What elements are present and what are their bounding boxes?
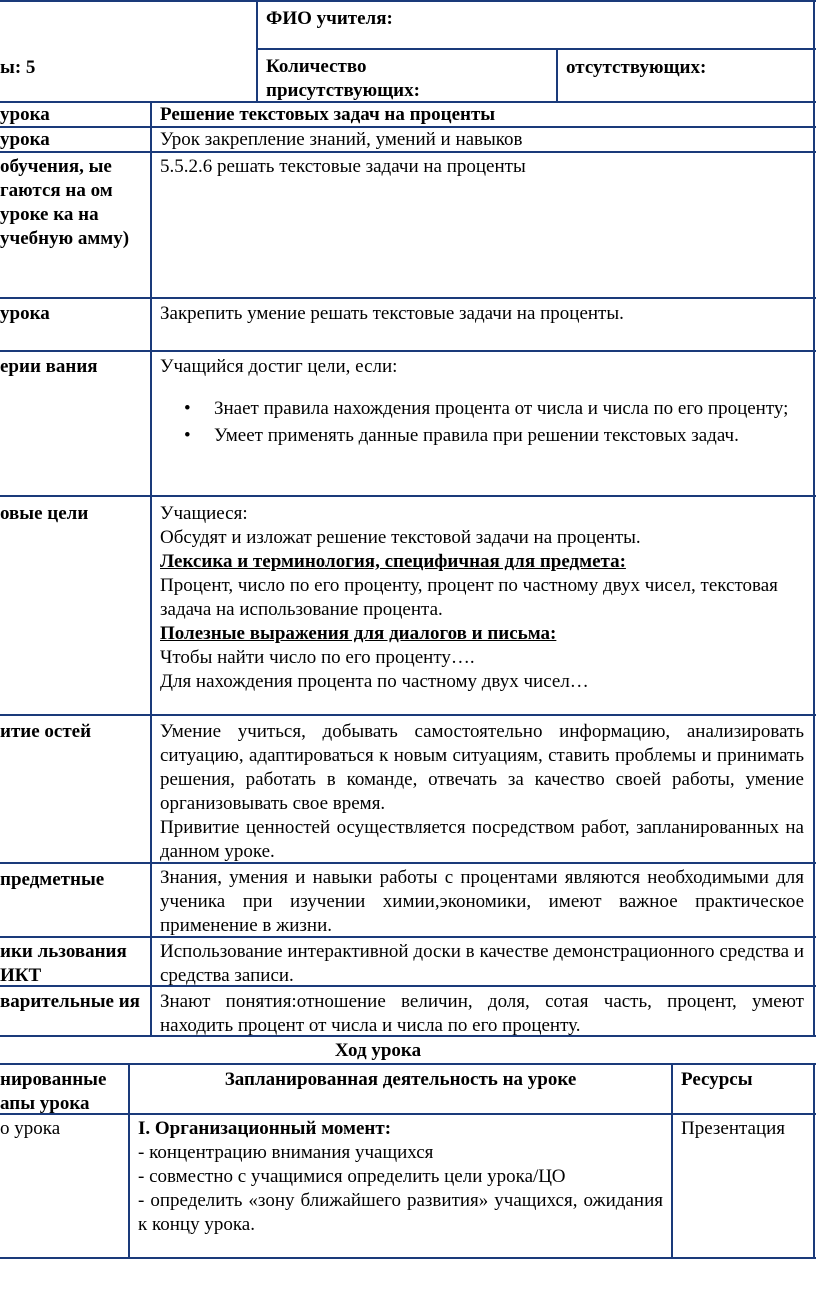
resource-cell: Презентация [681,1118,786,1139]
table-border [0,297,816,299]
row-label: овые цели [0,503,89,524]
table-border [0,1063,816,1065]
table-border [813,0,815,1036]
step-item: - совместно с учащимися определить цели урока/ЦО [138,1166,566,1187]
class-label: ы: 5 [0,57,36,78]
step-item: - концентрацию внимания учащихся [138,1142,434,1163]
present-label: Количество присутствующих: [266,56,420,101]
row-label: итие остей [0,721,92,742]
language-line: Чтобы найти число по его проценту…. [160,647,475,668]
course-title: Ход урока [334,1040,422,1061]
prior-knowledge: Знают понятия:отношение величин, доля, сотая часть, процент, умеют находить процент от числа и числа по его проценту. [160,991,804,1036]
learning-objective: 5.5.2.6 решать текстовые задачи на проценты [160,156,526,177]
phrases-heading: Полезные выражения для диалогов и письма: [160,623,557,644]
language-goals [152,502,812,694]
row-label: ерии вания [0,356,98,377]
table-border [0,714,816,716]
row-label: урока [0,104,50,125]
table-border [0,495,816,497]
vocabulary-heading: Лексика и терминология, специфичная для предмета: [160,551,626,572]
ict-usage: Использование интерактивной доски в качестве демонстрационного средства и средства записи. [160,941,804,986]
row-label: обучения, ые гаются на ом уроке ка на учебную амму) [0,156,130,249]
row-label: предметные [0,869,105,890]
table-border [671,1063,673,1259]
values-development [152,720,812,864]
language-line: Процент, число по его проценту, процент по частному двух чисел, текстовая задача на использование процента. [160,575,778,620]
values-paragraph: Привитие ценностей осуществляется посредством работ, запланированных на данном уроке. [160,817,804,862]
lesson-topic: Решение текстовых задач на проценты [160,104,496,125]
values-paragraph: Умение учиться, добывать самостоятельно информацию, анализировать ситуацию, адаптироваться к новым ситуациям, ставить проблемы и принимать решения, работать в команде, отвечать за качество своей работы, умение организовывать свое время. [160,721,804,814]
lesson-type: Урок закрепление знаний, умений и навыков [160,129,523,150]
row-label: урока [0,303,50,324]
criteria-intro: Учащийся достиг цели, если: [160,356,398,377]
table-border [256,48,816,50]
row-label: варительные ия [0,991,140,1012]
criteria-item: • Знает правила нахождения процента от числа и числа по его проценту; [214,397,804,421]
table-border [0,1257,816,1259]
table-border [0,350,816,352]
teacher-label: ФИО учителя: [266,8,393,29]
stage-label: о урока [0,1118,61,1139]
resources-header: Ресурсы [681,1069,753,1090]
criteria-list [160,397,804,448]
criteria [152,355,812,448]
step-item: - определить «зону ближайшего развития» учащихся, ожидания к концу урока. [138,1190,663,1235]
table-border [813,1063,815,1259]
activity-header: Запланированная деятельность на уроке [224,1069,577,1090]
cross-curricular: Знания, умения и навыки работы с процентами являются необходимыми для ученика при изучении химии,экономики, имеют важное практическое применение в жизни. [160,867,804,936]
stages-header: нированные апы урока [0,1069,107,1114]
activity-cell [130,1117,671,1237]
step-title: I. Организационный момент: [138,1118,392,1139]
row-label: ики льзования ИКТ [0,941,127,986]
absent-label: отсутствующих: [566,57,707,78]
language-line: Обсудят и изложат решение текстовой задачи на проценты. [160,527,641,548]
row-label: урока [0,129,50,150]
language-line: Учащиеся: [160,503,248,524]
table-border [0,0,816,2]
criteria-item: • Умеет применять данные правила при решении текстовых задач. [214,424,804,448]
language-line: Для нахождения процента по частному двух чисел… [160,671,589,692]
lesson-goal: Закрепить умение решать текстовые задачи на проценты. [160,303,624,324]
